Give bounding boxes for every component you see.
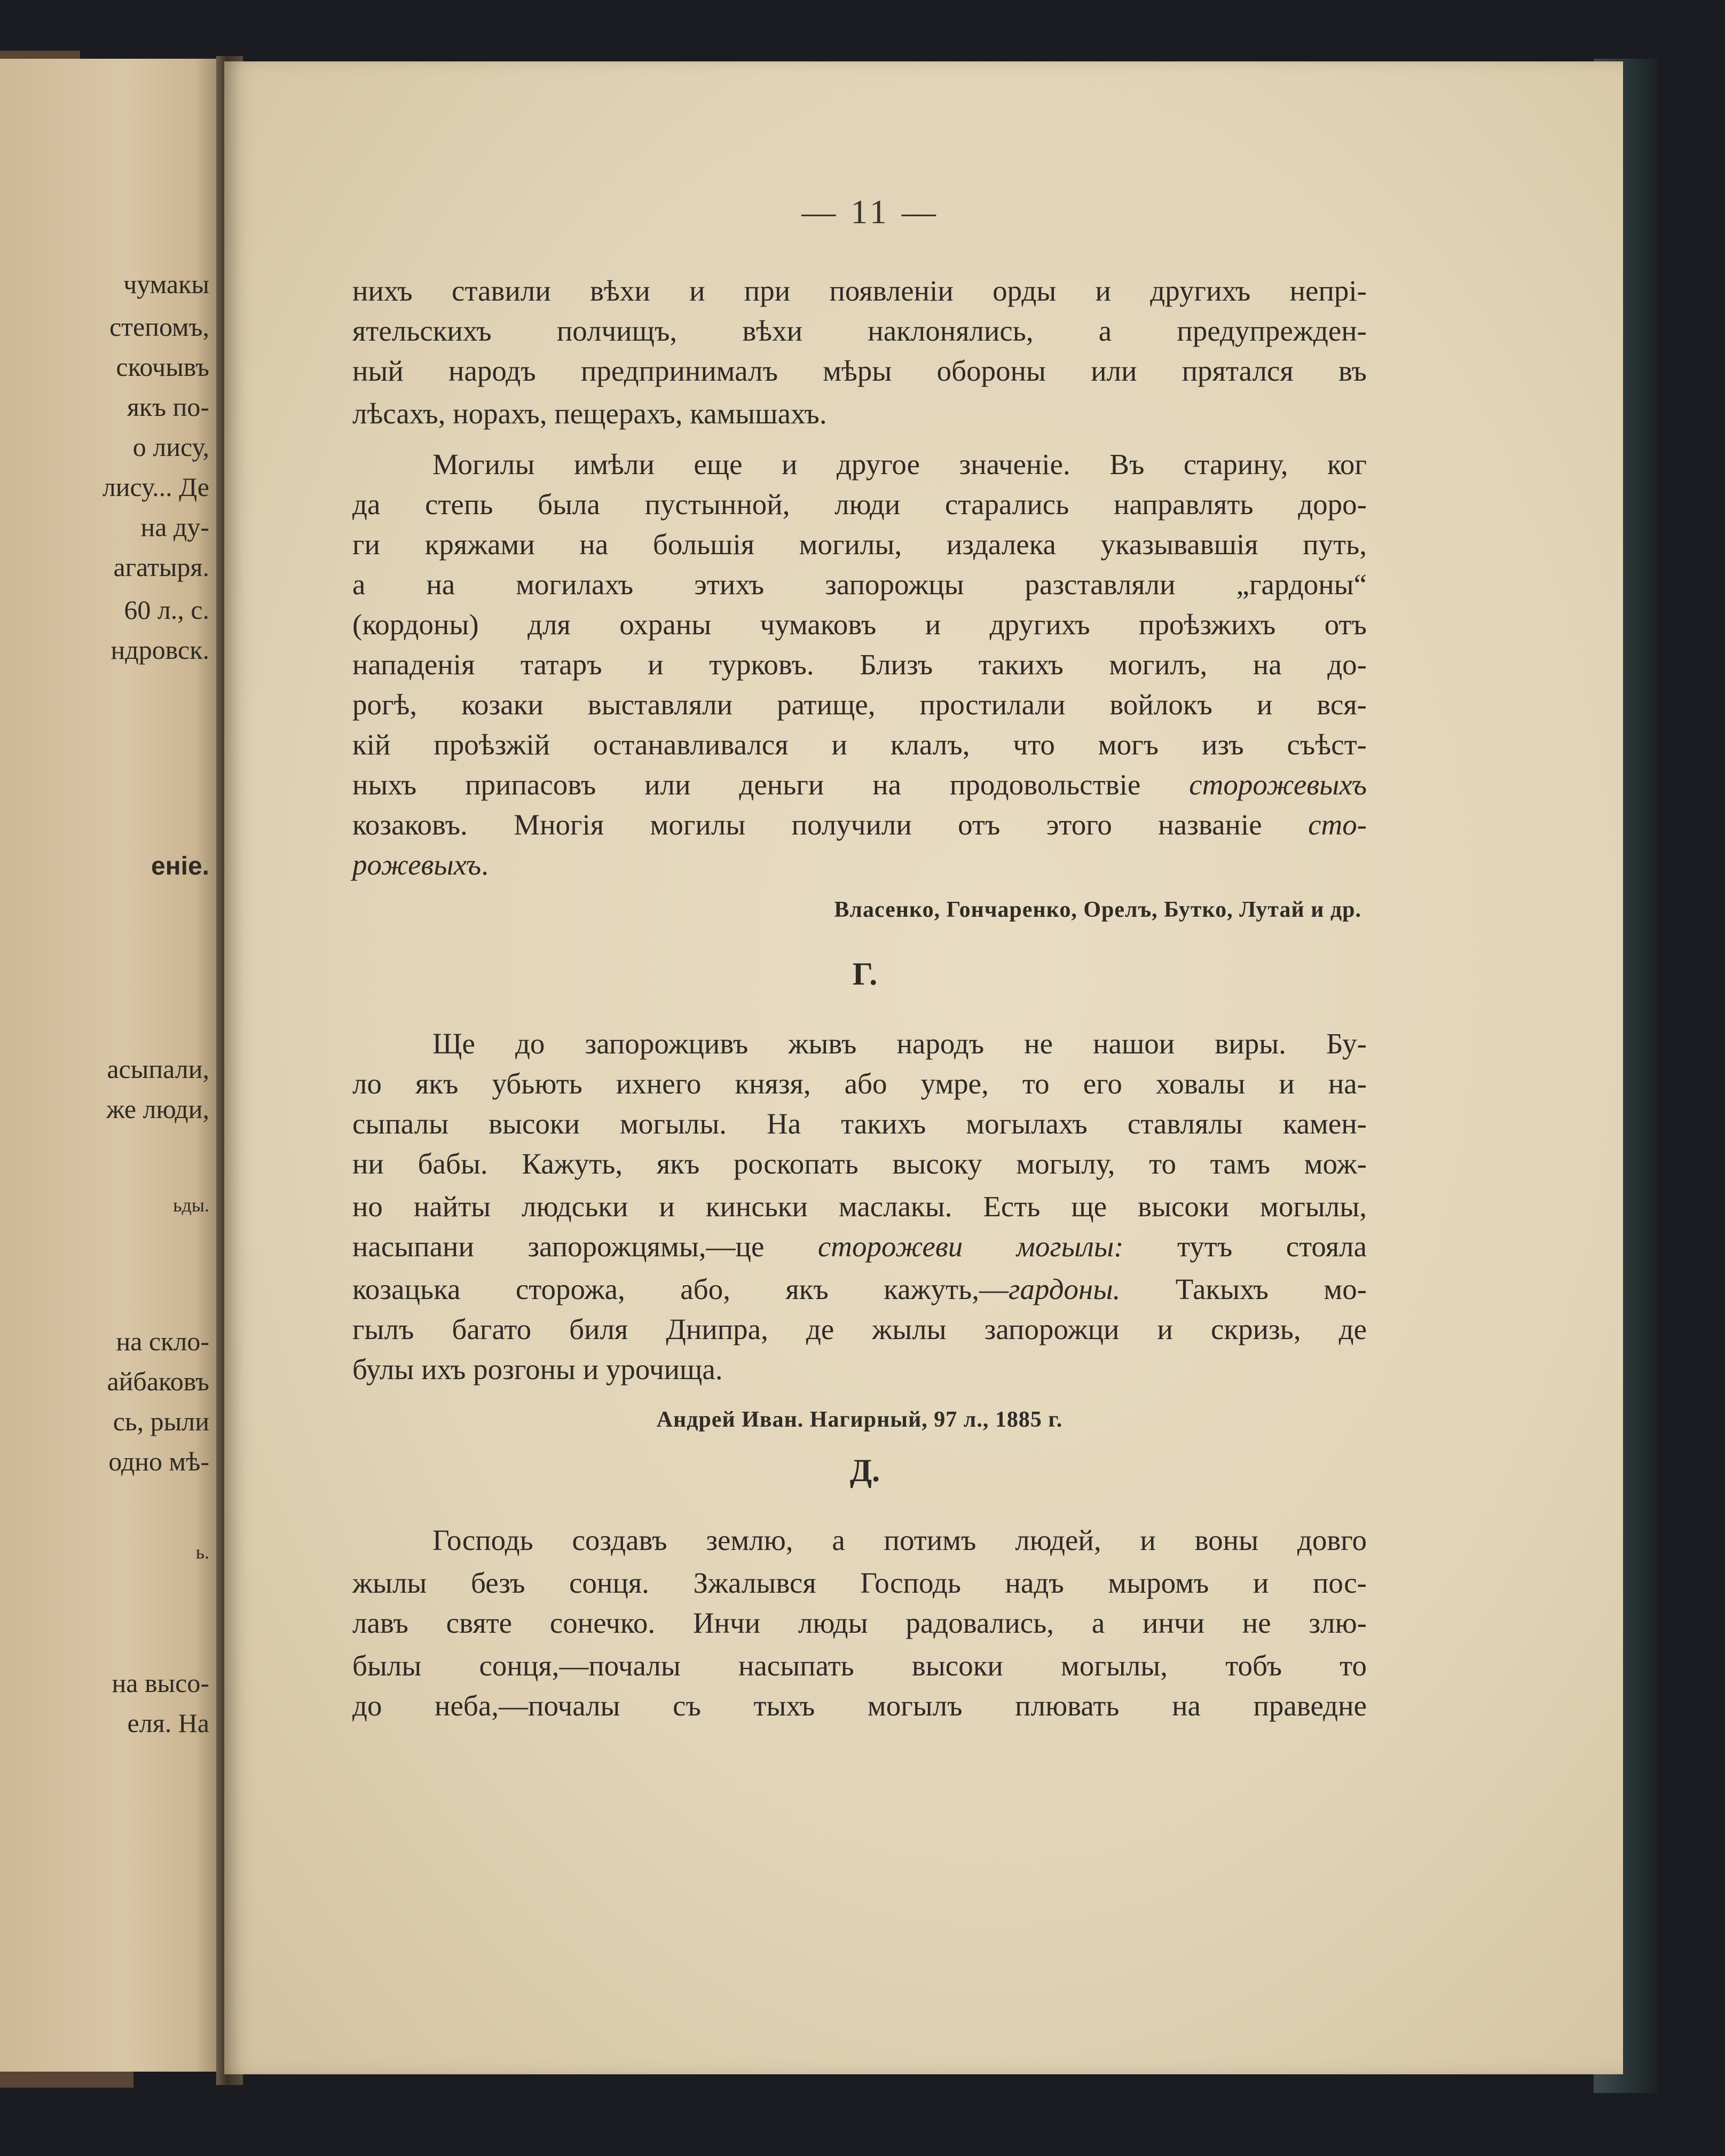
italic-term: сто-: [1308, 808, 1367, 841]
text-line: былы сонця,—почалы насыпать высоки могылы, тобъ то: [352, 1649, 1367, 1682]
left-line: якъ по-: [127, 392, 209, 422]
text-line: лѣсахъ, норахъ, пещерахъ, камышахъ.: [352, 397, 827, 430]
text-span: Такыхъ мо-: [1175, 1273, 1367, 1305]
left-line: агатыря.: [113, 552, 209, 582]
left-line: ьды.: [173, 1194, 209, 1216]
text-line: гылъ багато биля Днипра, де жылы запорожци и скризь, де: [352, 1313, 1367, 1345]
left-line: ь.: [195, 1541, 209, 1563]
text-line: булы ихъ розгоны и урочища.: [352, 1353, 723, 1386]
left-line: о лису,: [132, 432, 209, 462]
text-line: но найты людськи и кинськи маслакы. Есть ще высоки могылы,: [352, 1190, 1367, 1223]
section-heading: Г.: [852, 956, 878, 992]
left-line: сь, рыли: [113, 1406, 209, 1436]
left-line: на скло-: [116, 1326, 209, 1356]
text-line: лавъ святе сонечко. Инчи люды радовались, а инчи не злю-: [352, 1607, 1367, 1639]
italic-term: сторожевыхъ: [1189, 768, 1367, 801]
text-line: ги кряжами на большія могилы, издалека указывавшія путь,: [352, 528, 1367, 561]
section-heading: Д.: [849, 1453, 880, 1488]
text-line: (кордоны) для охраны чумаковъ и другихъ проѣзжихъ отъ: [352, 608, 1367, 641]
text-line: ло якъ убьють ихнего князя, або умре, то его ховалы и на-: [352, 1067, 1367, 1100]
left-line: лису... Де: [102, 472, 209, 502]
text-line: [352, 809, 1367, 841]
text-line: Господь создавъ землю, а потимъ людей, и воны довго: [432, 1524, 1367, 1556]
text-line: [352, 1231, 1367, 1263]
text-line: до неба,—почалы съ тыхъ могылъ плювать на праведне: [352, 1689, 1367, 1722]
text-span: ныхъ припасовъ или деньги на продовольствіе: [352, 768, 1141, 801]
text-line: ный народъ предпринималъ мѣры обороны или прятался въ: [352, 355, 1367, 387]
left-line: на ду-: [140, 512, 209, 542]
text-line: нихъ ставили вѣхи и при появленіи орды и другихъ непрі-: [352, 274, 1367, 307]
left-line-heading: еніе.: [151, 852, 209, 880]
left-line: же люди,: [106, 1094, 209, 1124]
left-line: степомъ,: [109, 312, 209, 342]
text-line: [352, 849, 1367, 881]
italic-term: сторожеви могылы:: [817, 1230, 1124, 1263]
italic-term: рожевыхъ: [352, 848, 482, 881]
left-line: асыпали,: [107, 1054, 209, 1084]
left-line: еля. На: [127, 1708, 209, 1738]
text-span: тутъ стояла: [1177, 1230, 1367, 1263]
text-span: козаковъ. Многія могилы получили отъ этого названіе: [352, 808, 1262, 841]
text-line: Ще до запорожцивъ жывъ народъ не нашои виры. Бу-: [432, 1027, 1367, 1060]
left-line: 60 л., с.: [124, 595, 209, 625]
left-line: ндровск.: [111, 635, 209, 665]
attribution: Власенко, Гончаренко, Орелъ, Бутко, Лутай и др.: [834, 898, 1361, 922]
text-line: а на могилахъ этихъ запорожцы разставляли „гардоны“: [352, 568, 1367, 601]
text-line: нападенія татаръ и турковъ. Близъ такихъ могилъ, на до-: [352, 648, 1367, 681]
text-line: Могилы имѣли еще и другое значеніе. Въ старину, ког: [432, 448, 1367, 481]
text-line: кій проѣзжій останавливался и клалъ, что могъ изъ съѣст-: [352, 728, 1367, 761]
text-line: рогѣ, козаки выставляли ратище, простилали войлокъ и вся-: [352, 688, 1367, 721]
left-line: чумакы: [123, 269, 209, 299]
left-line: на высо-: [112, 1668, 209, 1698]
text-span: насыпани запорожцямы,—це: [352, 1230, 765, 1263]
text-span: .: [481, 848, 489, 881]
text-line: ни бабы. Кажуть, якъ роскопать высоку могылу, то тамъ мож-: [352, 1147, 1367, 1180]
left-line: скочывъ: [116, 352, 209, 382]
text-span: козацька сторожа, або, якъ кажуть,—: [352, 1273, 1009, 1305]
left-line: айбаковъ: [107, 1366, 209, 1396]
text-line: [352, 769, 1367, 801]
attribution: Андрей Иван. Нагирный, 97 л., 1885 г.: [656, 1407, 1063, 1432]
page-number: — 11 —: [801, 193, 939, 231]
left-line: одно мѣ-: [108, 1446, 209, 1476]
text-line: жылы безъ сонця. Зжалывся Господь надъ мыромъ и пос-: [352, 1567, 1367, 1599]
text-line: [352, 1273, 1367, 1305]
left-page: [0, 59, 230, 2072]
italic-term: гардоны.: [1008, 1273, 1121, 1305]
text-line: ятельскихъ полчищъ, вѣхи наклонялись, а предупрежден-: [352, 314, 1367, 347]
text-line: да степь была пустынной, люди старались направлять доро-: [352, 488, 1367, 521]
text-line: сыпалы высоки могылы. На такихъ могылахъ ставлялы камен-: [352, 1107, 1367, 1140]
